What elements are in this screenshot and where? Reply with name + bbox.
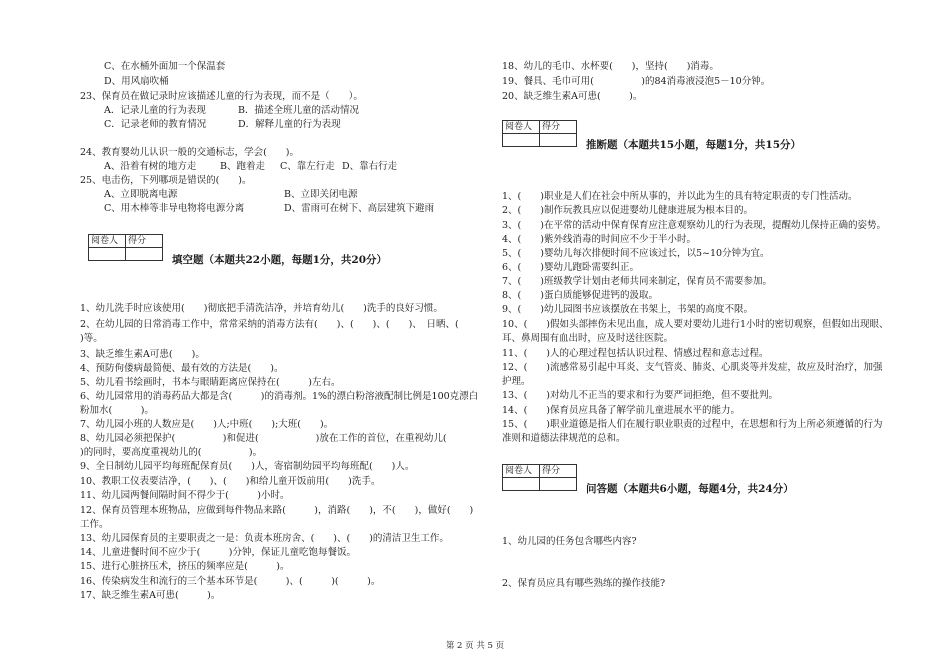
page-footer: 第 2 页 共 5 页 (445, 641, 505, 651)
score-label: 得分 (540, 465, 577, 478)
q23-option-a: A．记录儿童的行为表现 (104, 105, 206, 116)
fill-item: 工作。 (80, 519, 109, 530)
fill-item: 4、预防佝偻病最简便、最有效的方法是( )。 (80, 363, 284, 374)
fill-item: )等。 (80, 333, 103, 344)
fill-item: 7、幼儿园小班的人数应是( )人;中班( );大班( )。 (80, 419, 334, 430)
fill-item: 10、教职工仪表要洁净，( )、( )和给儿童开饭前用( )洗手。 (80, 476, 381, 487)
scorer-cell (89, 248, 126, 261)
fill-score-box (88, 234, 163, 261)
judge-item: 15、( )职业道德是指人们在履行职业职责的过程中，在思想和行为上所必须遵循的行为 (502, 419, 883, 430)
q25-option-a: A、立即脱离电源 (104, 189, 178, 200)
fill-item: 15、进行心脏挤压术，挤压的频率应是( )。 (80, 561, 290, 572)
judge-item: 3、( )在平常的活动中保育保育应注意观察幼儿的行为表现，提醒幼儿保持正确的姿势。 (502, 220, 886, 231)
q22-option-d: D、用风扇吹桶 (104, 76, 169, 87)
q24-option-a: A、沿着有树的地方走 (104, 161, 197, 172)
score-cell (540, 134, 577, 147)
judge-item: 耳、鼻周围有血出时，应及时送往医院。 (502, 333, 674, 344)
qa-item: 2、保育员应具有哪些熟练的操作技能? (502, 578, 666, 589)
judge-item: 11、( )人的心理过程包括认识过程、情感过程和意志过程。 (502, 348, 769, 359)
q24-option-b: B、跑着走 (220, 161, 265, 172)
judge-item: 6、( )婴幼儿跑卧需要纠正。 (502, 262, 639, 273)
score-cell (540, 478, 577, 491)
q23-option-b: B．描述全班儿童的活动情况 (238, 105, 359, 116)
fill-item: 12、保育员管理本班物品，应做到每件物品来路( )，消路( )，不( )，做好( ) (80, 505, 474, 516)
fill-item: 14、儿童进餐时间不应少于( )分钟，保证儿童吃饱每餐饭。 (80, 547, 357, 558)
judge-item: 1、( )职业是人们在社会中所从事的，并以此为生的具有特定职责的专门性活动。 (502, 191, 858, 202)
fill-item: 17、缺乏维生素A可患( )。 (80, 590, 221, 601)
score-label: 得分 (540, 121, 577, 134)
q25-option-c: C、用木棒等非导电物将电源分离 (104, 203, 245, 214)
q25-option-b: B、立即关闭电源 (284, 189, 358, 200)
fill-item: 13、幼儿园保育员的主要职责之一是：负责本班房舍、( )、( )的清洁卫生工作。 (80, 533, 449, 544)
judge-item: 5、( )婴幼儿每次排便时间不应该过长，以5~10分钟为宜。 (502, 248, 770, 259)
judge-item: 7、( )班级教学计划由老师共同来制定，保育员不需要参加。 (502, 276, 772, 287)
q24-option-d: D、靠右行走 (342, 161, 398, 172)
fill-item: 6、幼儿园常用的消毒药品大都是含( )的消毒剂。1%的漂白粉溶液配制比例是100克漂白 (80, 391, 479, 402)
fill-item: 9、全日制幼儿园平均每班配保育员( )人，寄宿制幼园平均每班配( )人。 (80, 461, 415, 472)
score-label: 得分 (126, 235, 163, 248)
judge-item: 9、( )幼儿园图书应该摆放在书架上，书架的高度不限。 (502, 304, 753, 315)
qa-score-box (502, 464, 577, 491)
judge-score-box (502, 120, 577, 147)
fill-item: 11、幼儿园两餐间隔时间不得少于( )小时。 (80, 490, 290, 501)
judge-section-title: 推断题（本题共15小题，每题1分，共15分） (586, 139, 802, 151)
fill-item: 5、幼儿看书绘画时，书本与眼睛距离应保持在( )左右。 (80, 377, 341, 388)
fill-item: 18、幼儿的毛巾、水杯要( )，坚持( )消毒。 (502, 61, 719, 72)
fill-item: 19、餐具、毛巾可用( )的84消毒液浸泡5－10分钟。 (502, 76, 771, 87)
q23-option-c: C．记录老师的教育情况 (104, 119, 207, 130)
question-24: 24、教育婴幼儿认识一般的交通标志，学会( )。 (80, 147, 300, 158)
fill-item: 1、幼儿洗手时应该使用( )彻底把手清洗洁净，并培育幼儿( )洗手的良好习惯。 (80, 303, 443, 314)
score-cell (126, 248, 163, 261)
scorer-cell (503, 478, 540, 491)
fill-item: 16、传染病发生和流行的三个基本环节是( )、( )( )。 (80, 576, 381, 587)
q22-option-c: C、在水桶外面加一个保温套 (104, 61, 226, 72)
scorer-label: 阅卷人 (89, 235, 126, 248)
fill-item: 粉加水( )。 (80, 405, 154, 416)
question-25: 25、电击伤，下列哪项是错误的( )。 (80, 175, 252, 186)
q24-option-c: C、靠左行走 (280, 161, 335, 172)
judge-item: 准则和道德法律规范的总和。 (502, 433, 626, 444)
judge-item: 12、( )流感常易引起中耳炎、支气管炎、肺炎、心肌炎等并发症，故应及时治疗，加强 (502, 362, 883, 373)
qa-item: 1、幼儿园的任务包含哪些内容? (502, 536, 637, 547)
judge-item: 8、( )蛋白质能够促进钙的汲取。 (502, 290, 658, 301)
fill-item: )的同时，要高度重视幼儿的( )。 (80, 447, 263, 458)
judge-item: 13、( )对幼儿不正当的要求和行为要严词拒绝，但不要批判。 (502, 390, 779, 401)
judge-item: 4、( )紫外线消毒的时间应不少于半小时。 (502, 234, 696, 245)
fill-item: 8、幼儿园必须把保护( )和促进( )放在工作的首位，在重视幼儿( (80, 433, 466, 444)
scorer-cell (503, 134, 540, 147)
fill-item: 3、缺乏维生素A可患( )。 (80, 349, 205, 360)
fill-section-title: 填空题（本题共22小题，每题1分，共20分） (172, 254, 388, 266)
fill-item: 20、缺乏维生素A可患( )。 (502, 91, 643, 102)
judge-item: 14、( )保育员应具备了解学前儿童进展水平的能力。 (502, 405, 741, 416)
q25-option-d: D、雷雨可在树下、高层建筑下避雨 (284, 203, 435, 214)
judge-item: 10、( )假如头部摔伤未见出血，成人要对要幼儿进行1小时的密切观察，但假如出现眼、 (502, 319, 889, 330)
judge-item: 2、( )制作玩教具应以促进婴幼儿健康进展为根本目的。 (502, 205, 753, 216)
question-23: 23、保育员在做记录时应该描述儿童的行为表现，而不是（ ）。 (80, 91, 363, 102)
q23-option-d: D．解释儿童的行为表现 (238, 119, 341, 130)
qa-section-title: 问答题（本题共6小题，每题4分，共24分） (586, 483, 794, 495)
judge-item: 护理。 (502, 376, 531, 387)
fill-item: 2、在幼儿园的日常消毒工作中，常常采纳的消毒方法有( )、( )、( )、 日晒、( (80, 319, 478, 330)
scorer-label: 阅卷人 (503, 465, 540, 478)
scorer-label: 阅卷人 (503, 121, 540, 134)
